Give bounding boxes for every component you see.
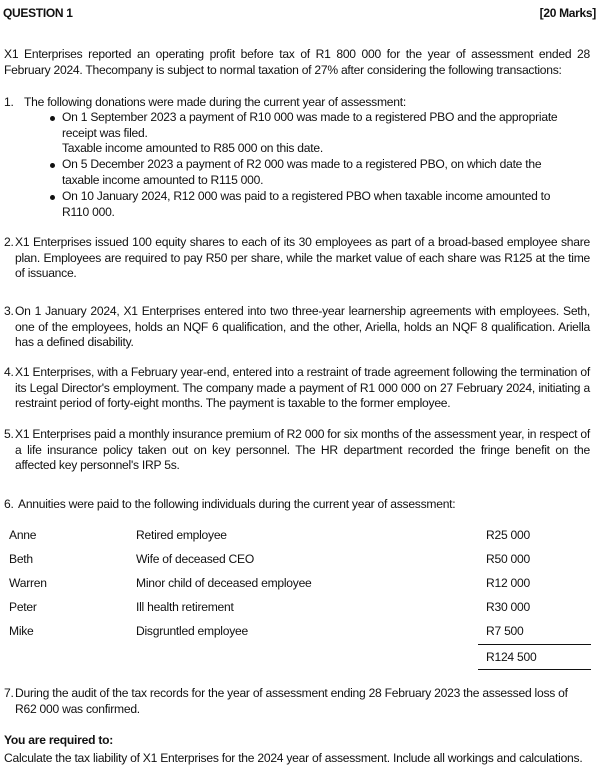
item-6-text: Annuities were paid to the following individuals during the current year of assessment: xyxy=(18,497,456,511)
item-1-text: The following donations were made during the current year of assessment: xyxy=(24,95,406,109)
bullet-dot-icon xyxy=(50,116,55,121)
total-rule-bottom xyxy=(478,669,591,670)
question-marks: [20 Marks] xyxy=(539,6,596,20)
item-5-text: X1 Enterprises paid a monthly insurance premium of R2 000 for six months of the assessment year, in respect of a life insurance policy taken out on key personnel. The HR department recorded the fringe benefit on the affected key personnel's IRP 5s. xyxy=(15,427,590,472)
bullet-3-line2: R110 000. xyxy=(62,204,115,219)
item-3-text: On 1 January 2024, X1 Enterprises entered into two three-year learnership agreements with employees. Seth, one of the employees, holds an NQF 6 qualification, and the other, Ariella, holds an NQF 8 qualification. Ariella has a defined disability. xyxy=(15,304,590,349)
table-row xyxy=(9,600,591,616)
item-2-text: X1 Enterprises issued 100 equity shares to each of its 30 employees as part of a broad-based employee share plan. Employees are required to pay R50 per share, while the market value of each share was R125 at the time of issuance. xyxy=(15,235,590,280)
item-4 xyxy=(4,365,590,412)
table-total-row xyxy=(9,650,591,666)
annuitant-desc: Retired employee xyxy=(136,528,227,542)
table-row xyxy=(9,552,591,568)
annuitant-desc: Disgruntled employee xyxy=(136,624,248,638)
bullet-1-line2: receipt was filed. xyxy=(62,125,148,140)
bullet-dot-icon xyxy=(50,195,55,200)
item-6-number: 6. xyxy=(4,497,14,511)
annuitant-desc: Minor child of deceased employee xyxy=(136,576,312,590)
required-heading: You are required to: xyxy=(4,733,114,747)
bullet-dot-icon xyxy=(50,163,55,168)
item-5 xyxy=(4,427,590,474)
bullet-2-line1: On 5 December 2023 a payment of R2 000 was made to a registered PBO, on which date the xyxy=(62,157,542,171)
item-7-line2: R62 000 was confirmed. xyxy=(15,701,140,716)
annuity-amount: R50 000 xyxy=(486,552,530,566)
item-6 xyxy=(4,497,590,513)
annuity-total: R124 500 xyxy=(486,650,537,664)
item-2 xyxy=(4,235,590,282)
total-rule-top xyxy=(478,644,591,645)
required-text: Calculate the tax liability of X1 Enterprises for the 2024 year of assessment. Include all workings and calculations. xyxy=(4,751,583,765)
bullet-2 xyxy=(50,157,580,188)
item-2-number: 2. xyxy=(4,235,14,249)
item-4-text: X1 Enterprises, with a February year-end, entered into a restraint of trade agreement following the termination of its Legal Director's employment. The company made a payment of R1 000 000 on 27 February 2024, initiating a restraint period of forty-eight months. The payment is taxable to the former employee. xyxy=(15,365,590,410)
bullet-1-extra: Taxable income amounted to R85 000 on this date. xyxy=(62,141,323,155)
bullet-1 xyxy=(50,110,580,157)
annuitant-name: Warren xyxy=(9,576,47,590)
item-7 xyxy=(4,686,590,717)
question-header xyxy=(3,6,596,22)
table-row xyxy=(9,576,591,592)
item-5-number: 5. xyxy=(4,427,14,441)
bullet-2-line2: taxable income amounted to R115 000. xyxy=(62,172,264,187)
annuity-amount: R7 500 xyxy=(486,624,524,638)
annuitant-name: Beth xyxy=(9,552,33,566)
annuity-amount: R12 000 xyxy=(486,576,530,590)
bullet-1-line1: On 1 September 2023 a payment of R10 000 was made to a registered PBO and the appropriate xyxy=(62,110,558,124)
item-3-number: 3. xyxy=(4,304,14,318)
table-row xyxy=(9,528,591,544)
annuitant-name: Peter xyxy=(9,600,37,614)
bullet-3-line1: On 10 January 2024, R12 000 was paid to a registered PBO when taxable income amounted to xyxy=(62,189,551,203)
item-1-number: 1. xyxy=(4,95,14,109)
item-4-number: 4. xyxy=(4,365,14,379)
annuity-amount: R25 000 xyxy=(486,528,530,542)
question-title: QUESTION 1 xyxy=(3,6,73,20)
annuitant-name: Anne xyxy=(9,528,37,542)
item-7-number: 7. xyxy=(4,686,14,700)
intro-paragraph: X1 Enterprises reported an operating profit before tax of R1 800 000 for the year of assessment ended 28 February 2024. Thecompany is subject to normal taxation of 27% after considering the following transactions: xyxy=(4,47,590,77)
table-row xyxy=(9,624,591,640)
bullet-3 xyxy=(50,189,580,220)
annuitant-name: Mike xyxy=(9,624,34,638)
item-3 xyxy=(4,304,590,351)
item-1 xyxy=(4,95,590,111)
annuitant-desc: Ill health retirement xyxy=(136,600,234,614)
annuity-amount: R30 000 xyxy=(486,600,530,614)
item-7-line1: During the audit of the tax records for the year of assessment ending 28 February 2023 the assessed loss of xyxy=(15,686,568,700)
annuitant-desc: Wife of deceased CEO xyxy=(136,552,255,566)
